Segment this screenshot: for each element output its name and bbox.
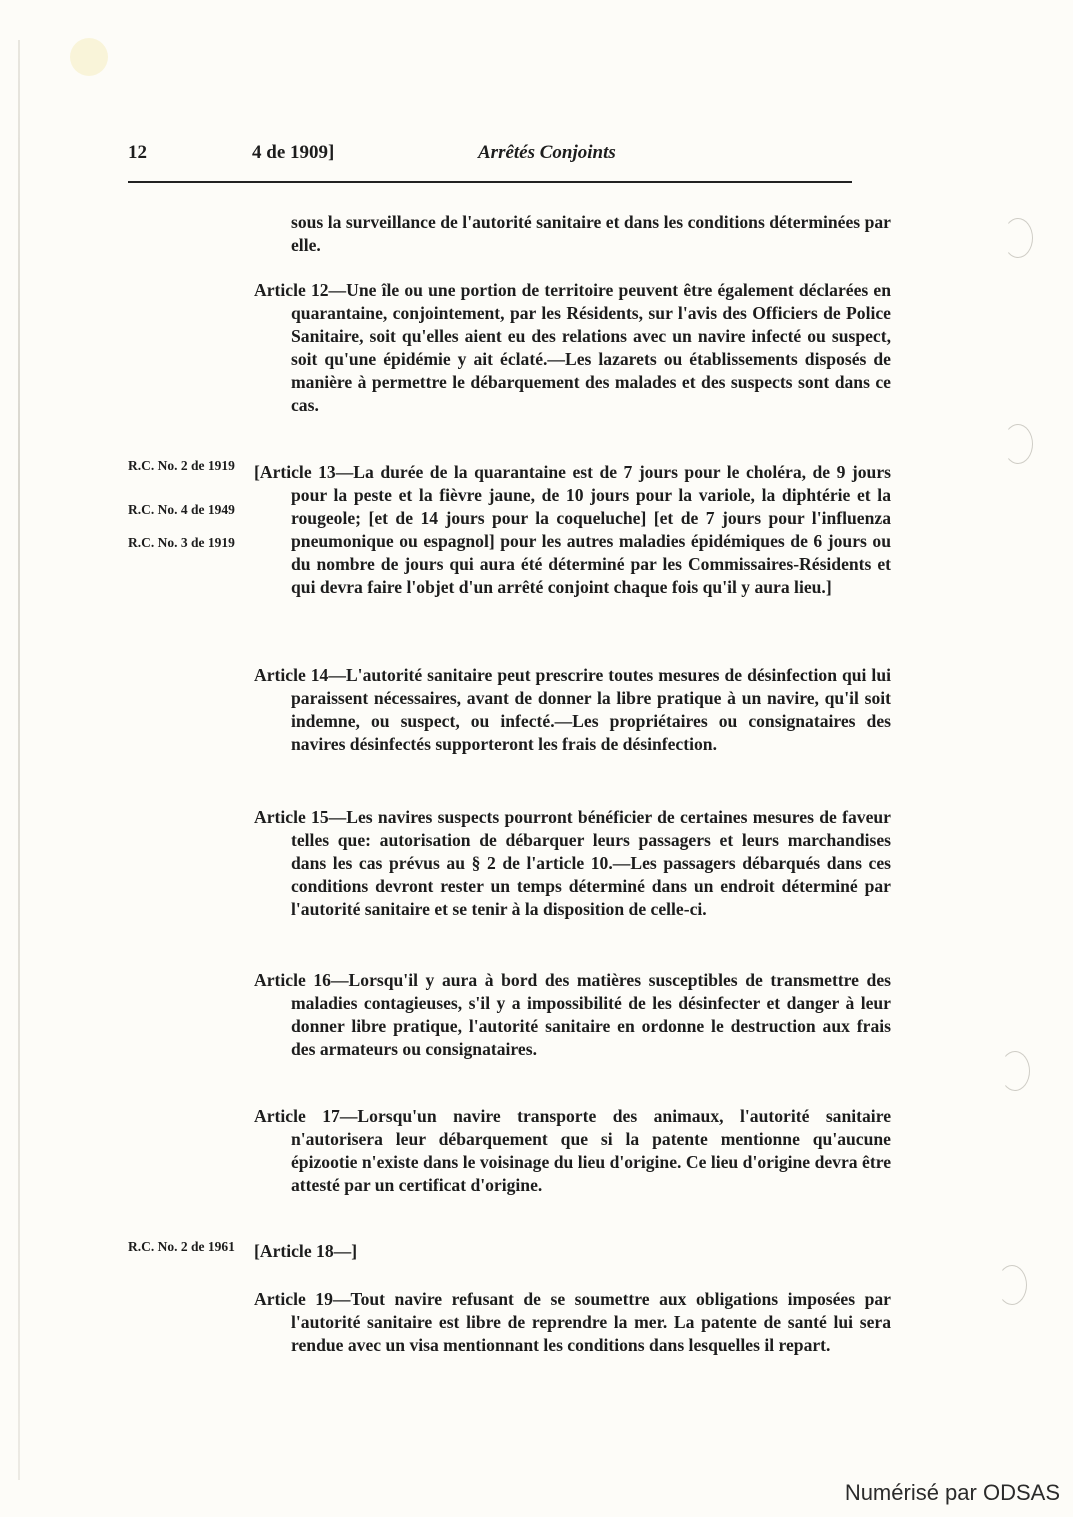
punch-hole-mark-2 (1003, 424, 1033, 464)
punch-hole-mark-3 (1000, 1051, 1030, 1091)
header-title: Arrêtés Conjoints (478, 142, 616, 163)
continuation-paragraph: sous la surveillance de l'autorité sanitaire et dans les conditions déterminées par elle. (291, 212, 891, 255)
article-14: Article 14—L'autorité sanitaire peut prescrire toutes mesures de désinfection qui lui paraissent nécessaires, avant de donner la libre pratique à un navire, qu'il soit indemne, ou suspect, ou infecté.—Les propriétaires ou consignataires des navires désinfectés supporteront les frais de désinfection. (254, 665, 891, 754)
article-12: Article 12—Une île ou une portion de territoire peuvent être également déclarées en quarantaine, conjointement, par les Résidents, sur l'avis des Officiers de Police Sanitaire, soit qu'elles aient eu des relations avec un navire infecté ou suspect, soit qu'une épidémie y ait éclaté.—Les lazarets ou établissements disposés de manière à permettre le débarquement des malades et des suspects sont dans ce cas. (254, 280, 891, 415)
margin-note-1: R.C. No. 2 de 1919 (128, 458, 235, 473)
scan-edge (18, 40, 20, 1480)
margin-note-2: R.C. No. 4 de 1949 (128, 502, 235, 517)
margin-note-4: R.C. No. 2 de 1961 (128, 1239, 235, 1254)
article-19: Article 19—Tout navire refusant de se soumettre aux obligations imposées par l'autorité sanitaire est libre de reprendre la mer. La patente de santé lui sera rendue avec un visa mentionnant les conditions dans lesquelles il repart. (254, 1289, 891, 1355)
paper-stain (70, 38, 108, 76)
header-rule (128, 181, 852, 183)
digitized-by-footer: Numérisé par ODSAS (844, 1480, 1060, 1505)
margin-note-3: R.C. No. 3 de 1919 (128, 535, 235, 550)
article-17: Article 17—Lorsqu'un navire transporte des animaux, l'autorité sanitaire n'autorisera leur débarquement que si la patente mentionne qu'aucune épizootie n'existe dans le voisinage du lieu d'origine. Ce lieu d'origine devra être attesté par un certificat d'origine. (254, 1106, 891, 1195)
page-number: 12 (128, 142, 147, 163)
article-15: Article 15—Les navires suspects pourront bénéficier de certaines mesures de faveur telles que: autorisation de débarquer leurs passagers et leurs marchandises dans les cas prévus au § 2 de l'article 10.—Les passagers débarqués dans ces conditions devront rester un temps déterminé dans un endroit déterminé par l'autorité sanitaire et se tenir à la disposition de celle-ci. (254, 807, 891, 919)
punch-hole-mark-4 (997, 1265, 1027, 1305)
header-reference: 4 de 1909] (252, 142, 335, 163)
punch-hole-mark-1 (1003, 218, 1033, 258)
article-13: [Article 13—La durée de la quarantaine est de 7 jours pour le choléra, de 9 jours pour la peste et la fièvre jaune, de 10 jours pour la variole, la diphtérie et la rougeole; [et de 14 jours pour la coqueluche] [et de 7 jours pour l'influenza pneumonique ou espagnol] pour les autres maladies épidémiques de 6 jours ou du nombre de jours qui aura été déterminé par les Commissaires-Résidents et qui devra faire l'objet d'un arrêté conjoint chaque fois qu'il y aura lieu.] (254, 462, 891, 597)
article-16: Article 16—Lorsqu'il y aura à bord des matières susceptibles de transmettre des maladies contagieuses, s'il y a impossibilité de les désinfecter et danger à leur donner libre pratique, l'autorité sanitaire en ordonne le destruction aux frais des armateurs ou consignataires. (254, 970, 891, 1059)
article-18: [Article 18—] (254, 1241, 358, 1261)
page-header (128, 142, 852, 170)
